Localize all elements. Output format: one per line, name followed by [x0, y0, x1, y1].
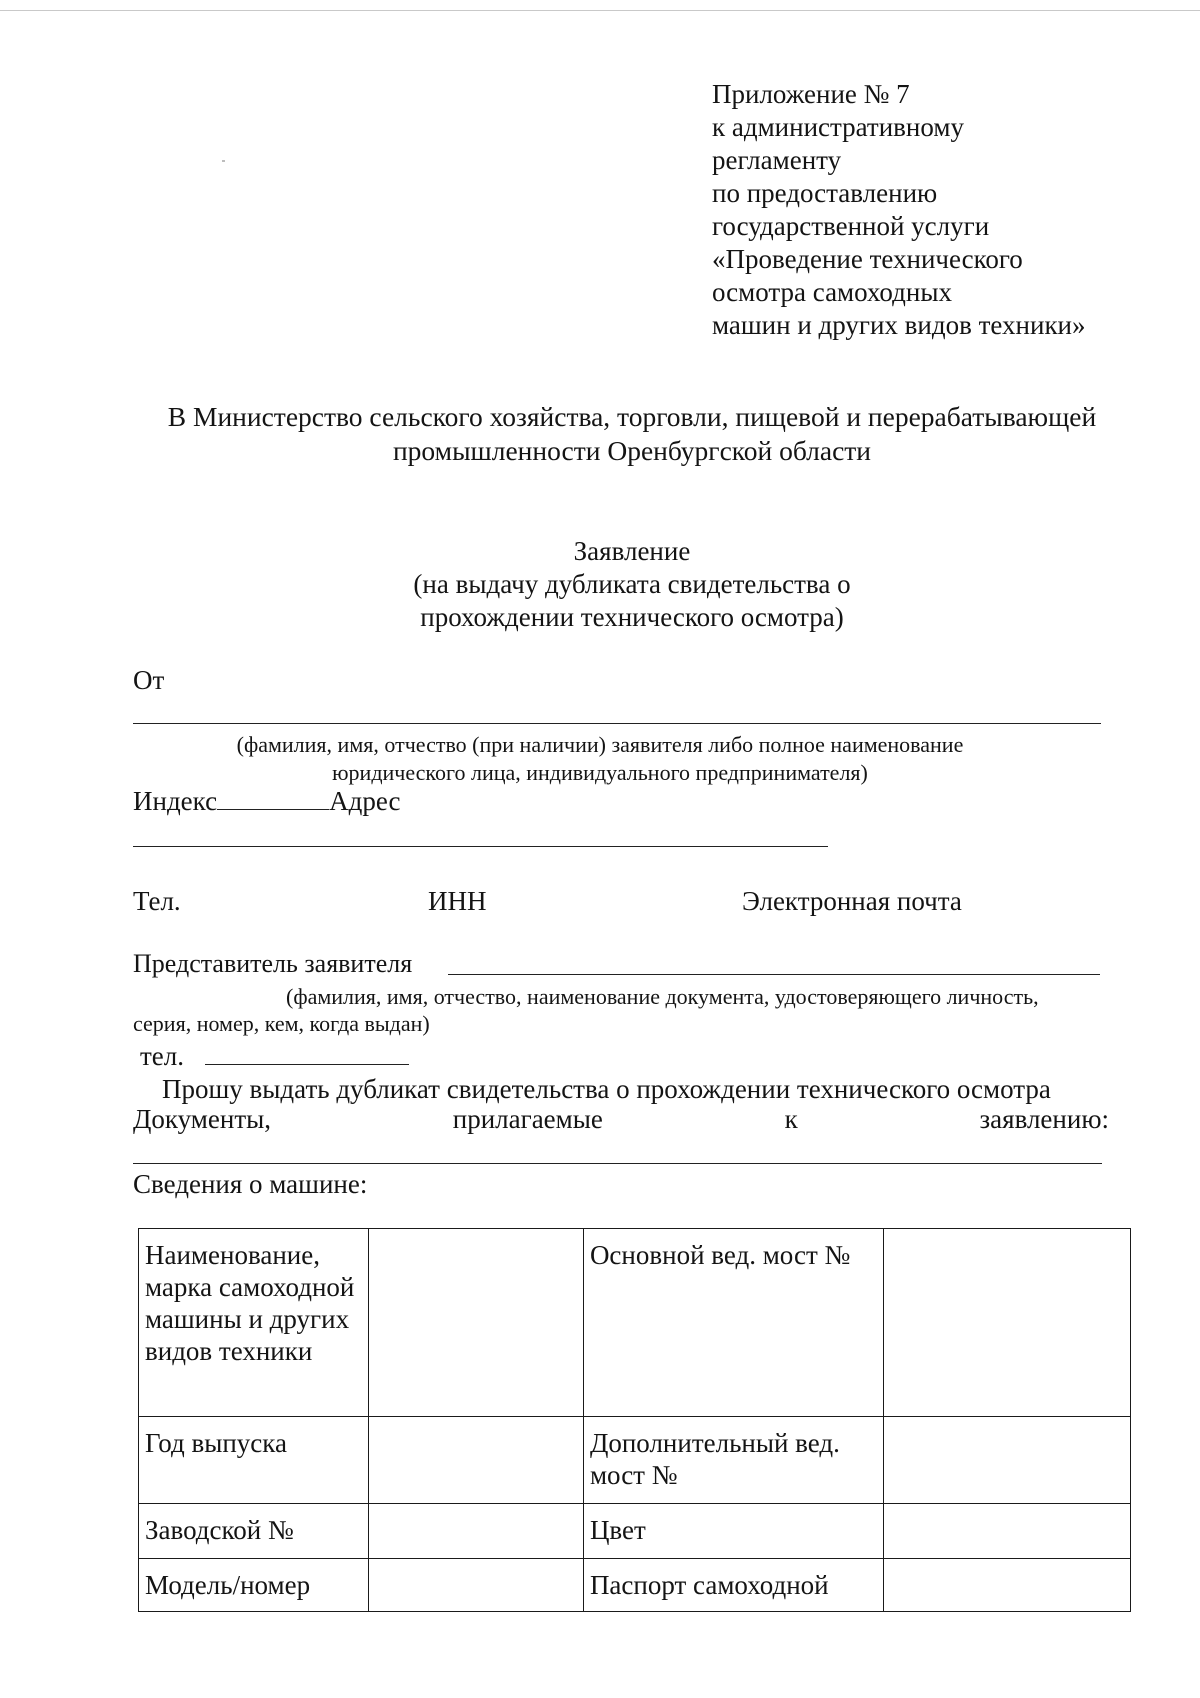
scan-speck: [222, 160, 225, 162]
address-line[interactable]: [133, 846, 828, 847]
docs-word: прилагаемые: [452, 1104, 603, 1134]
table-cell-value[interactable]: [369, 1229, 584, 1417]
table-cell-label: Модель/номер: [139, 1559, 369, 1612]
applicant-caption-1: (фамилия, имя, отчество (при наличии) заявителя либо полное наименование: [236, 732, 964, 757]
inn-label: ИНН: [428, 886, 487, 916]
representative-caption-2: серия, номер, кем, когда выдан): [133, 1011, 430, 1036]
addressee-line-2: промышленности Оренбургской области: [392, 435, 872, 466]
documents-line[interactable]: [133, 1163, 1102, 1164]
page-top-edge: [0, 10, 1200, 11]
phone-label: Тел.: [133, 886, 181, 916]
table-cell-value[interactable]: [883, 1417, 1130, 1504]
table-cell-value[interactable]: [883, 1559, 1130, 1612]
document-subtitle-1: (на выдачу дубликата свидетельства о: [413, 569, 851, 599]
email-label: Электронная почта: [742, 886, 962, 916]
table-cell-value[interactable]: [369, 1504, 584, 1559]
table-cell-label: Заводской №: [139, 1504, 369, 1559]
appendix-line: машин и других видов техники»: [712, 310, 1086, 340]
representative-phone-line[interactable]: [205, 1064, 409, 1065]
representative-line[interactable]: [448, 974, 1100, 975]
appendix-line: Приложение № 7: [712, 79, 910, 109]
applicant-caption-2: юридического лица, индивидуального предпринимателя): [332, 760, 868, 785]
table-row: [139, 1559, 1131, 1612]
appendix-line: осмотра самоходных: [712, 277, 952, 307]
table-cell-label: Год выпуска: [139, 1417, 369, 1504]
addressee-line-1: В Министерство сельского хозяйства, торговли, пищевой и перерабатывающей: [167, 401, 1097, 432]
table-cell-value[interactable]: [369, 1559, 584, 1612]
appendix-line: государственной услуги: [712, 211, 990, 241]
table-row: [139, 1417, 1131, 1504]
document-subtitle-2: прохождении технического осмотра): [420, 602, 844, 632]
table-row: [139, 1504, 1131, 1559]
appendix-line: регламенту: [712, 145, 842, 175]
docs-word: заявлению:: [979, 1104, 1109, 1134]
table-row: [139, 1229, 1131, 1417]
applicant-name-line[interactable]: [133, 723, 1101, 724]
addressee: [0, 400, 1200, 468]
machine-section-label: Сведения о машине:: [133, 1169, 368, 1199]
table-cell-label: Паспорт самоходной: [583, 1559, 883, 1612]
index-address-row: [133, 785, 401, 817]
from-label: От: [133, 665, 165, 695]
documents-row: [133, 1103, 1109, 1135]
document-heading: [0, 535, 1200, 634]
appendix-block: [712, 78, 1182, 342]
table-cell-value[interactable]: [369, 1417, 584, 1504]
docs-word: Документы,: [133, 1104, 272, 1134]
appendix-line: к административному: [712, 112, 964, 142]
table-cell-label: Наименование, марка самоходной машины и других видов техники: [139, 1229, 369, 1417]
index-field[interactable]: [217, 809, 329, 810]
machine-table: [138, 1228, 1131, 1612]
representative-label: Представитель заявителя: [133, 949, 413, 978]
request-text: Прошу выдать дубликат свидетельства о прохождении технического осмотра: [162, 1074, 1051, 1104]
representative-caption-1: (фамилия, имя, отчество, наименование документа, удостоверяющего личность,: [286, 984, 1039, 1009]
docs-word: к: [784, 1104, 798, 1134]
representative-phone-label: тел.: [140, 1041, 185, 1071]
table-cell-label: Дополнительный вед. мост №: [583, 1417, 883, 1504]
table-cell-value[interactable]: [883, 1504, 1130, 1559]
index-label: Индекс: [133, 786, 218, 816]
table-cell-label: Основной вед. мост №: [583, 1229, 883, 1417]
document-title: Заявление: [573, 536, 691, 566]
appendix-line: по предоставлению: [712, 178, 938, 208]
table-cell-value[interactable]: [883, 1229, 1130, 1417]
table-cell-label: Цвет: [583, 1504, 883, 1559]
address-label: Адрес: [329, 786, 401, 816]
appendix-line: «Проведение технического: [712, 244, 1023, 274]
